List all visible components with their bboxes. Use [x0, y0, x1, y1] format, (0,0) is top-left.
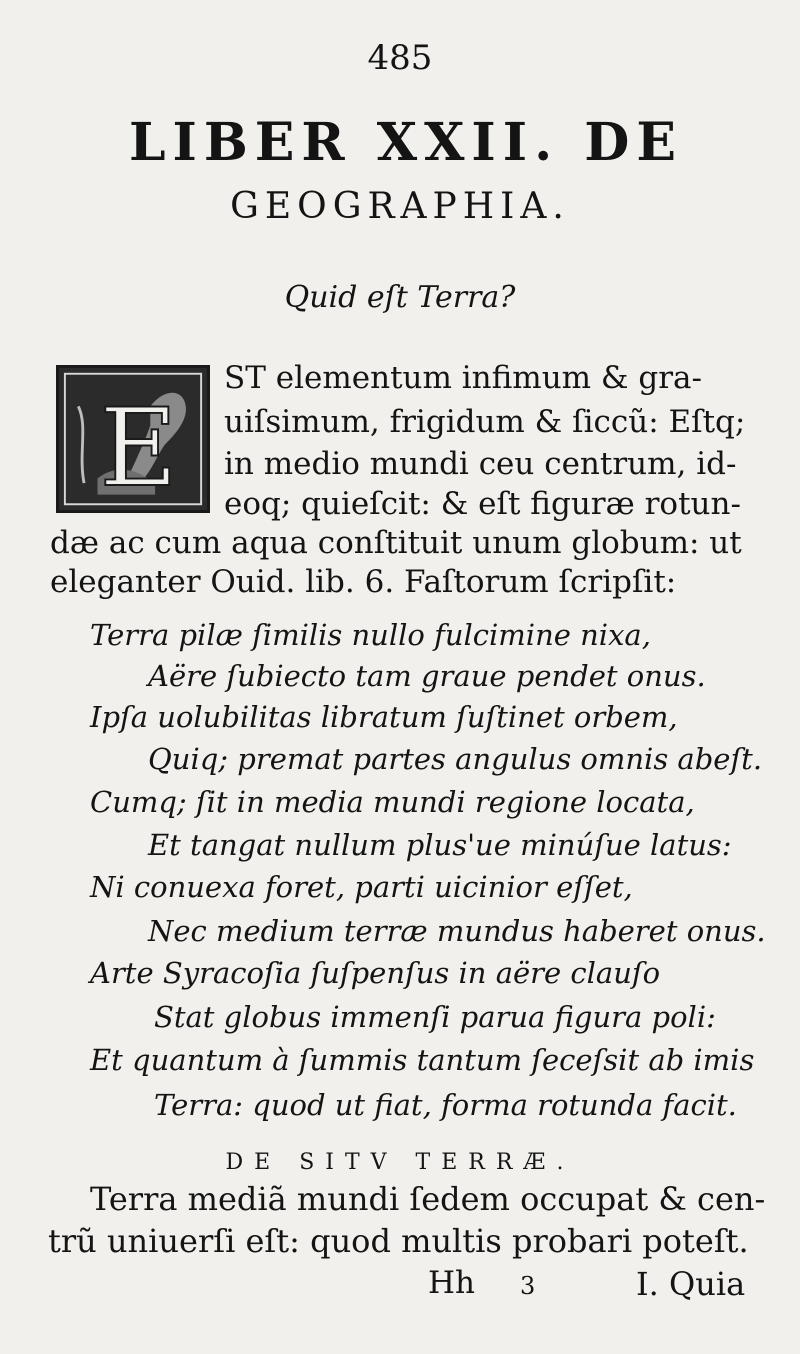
signature-number: 3 [520, 1272, 536, 1300]
verse-line: Arte Syracoſia ſuſpenſus in aëre clauſo [90, 956, 661, 990]
chapter-subtitle: GEOGRAPHIA. [230, 186, 570, 227]
verse-line: Et quantum à ſummis tantum ſeceſsit ab imis [90, 1043, 755, 1077]
svg-text:E: E [99, 386, 178, 510]
verse-line: Et tangat nullum plus'ue minúſue latus: [148, 828, 732, 862]
chapter-title: LIBER XXII. DE [128, 112, 684, 173]
verse-line: Stat globus immenſi parua figura poli: [154, 1000, 716, 1034]
woodcut-initial-e-icon [59, 368, 207, 510]
question-heading: Quid eſt Terra? [284, 280, 516, 315]
verse-line: Quiq; premat partes angulus omnis abeſt. [148, 742, 763, 776]
verse-line: Nec medium terræ mundus haberet onus. [148, 914, 766, 948]
signature-mark: Hh [428, 1265, 475, 1301]
catchword: I. Quia [636, 1265, 746, 1303]
decorated-initial-icon [56, 365, 210, 513]
prose-line: in medio mundi ceu centrum, id- [224, 446, 737, 482]
page-number: 485 [367, 38, 433, 78]
verse-line: Aëre ſubiecto tam graue pendet onus. [148, 659, 706, 693]
prose-line: eleganter Ouid. lib. 6. Faſtorum ſcripſit: [50, 564, 677, 600]
verse-line: Ipſa uolubilitas libratum ſuſtinet orbem, [90, 700, 678, 734]
prose-line: eoq; quieſcit: & eſt figuræ rotun- [224, 486, 741, 522]
verse-line: Terra: quod ut fiat, forma rotunda facit. [154, 1088, 737, 1122]
section-heading: DE SITV TERRÆ. [225, 1150, 575, 1175]
body-line: trũ uniuerſi eſt: quod multis probari poteſt. [48, 1222, 749, 1260]
body-line: Terra mediã mundi ſedem occupat & cen- [90, 1180, 766, 1218]
prose-line: dæ ac cum aqua conſtituit unum globum: ut [50, 525, 742, 561]
verse-line: Ni conuexa foret, parti uicinior eſſet, [90, 870, 633, 904]
verse-line: Cumq; ſit in media mundi regione locata, [90, 785, 695, 819]
prose-line: uiſsimum, frigidum & ſiccũ: Eſtq; [224, 404, 746, 440]
verse-line: Terra pilæ ſimilis nullo fulcimine nixa, [90, 618, 651, 652]
prose-line: ST elementum infimum & gra- [224, 360, 702, 396]
